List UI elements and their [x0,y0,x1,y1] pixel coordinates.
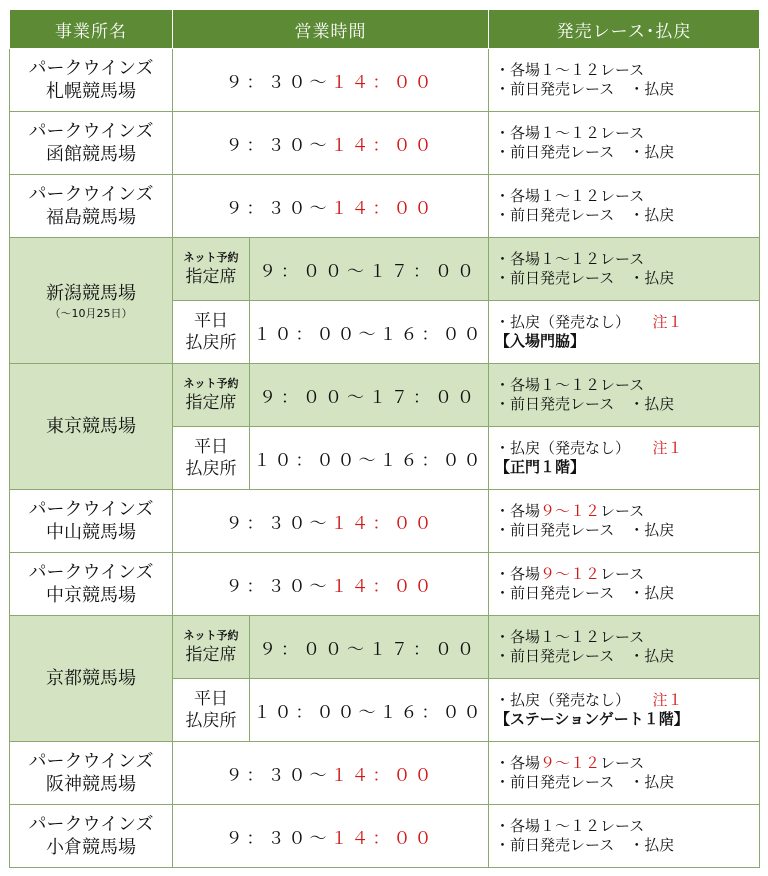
office-name: 新潟競馬場 （～10月25日） [10,238,173,364]
office-hours: ９：３０～１４：００ [173,490,489,553]
table-row [10,238,760,301]
table-row [10,805,760,868]
sales-info: ・払戻（発売なし） 注１ 【ステーションゲート１階】 [489,679,760,742]
seat-type: ネット予約 指定席 [173,238,250,301]
table-row [10,112,760,175]
office-hours: １０：００～１６：００ [250,301,489,364]
seat-type: 平日 払戻所 [173,427,250,490]
table-row [10,616,760,679]
office-hours: ９：３０～１４：００ [173,553,489,616]
office-hours: ９：３０～１４：００ [173,112,489,175]
schedule-table [9,9,760,868]
header-sales: 発売レース･払戻 [489,10,760,49]
office-hours: ９：００～１７：００ [250,238,489,301]
sales-info: ・各場１～１２レース ・前日発売レース ・払戻 [489,112,760,175]
office-hours: １０：００～１６：００ [250,679,489,742]
office-hours: ９：３０～１４：００ [173,742,489,805]
sales-info: ・払戻（発売なし） 注１ 【入場門脇】 [489,301,760,364]
office-hours: ９：３０～１４：００ [173,175,489,238]
sales-info: ・各場１～１２レース ・前日発売レース ・払戻 [489,616,760,679]
office-hours: ９：３０～１４：００ [173,49,489,112]
office-name: パークウインズ 中京競馬場 [10,553,173,616]
seat-type: ネット予約 指定席 [173,616,250,679]
seat-type: ネット予約 指定席 [173,364,250,427]
sales-info: ・各場１～１２レース ・前日発売レース ・払戻 [489,49,760,112]
table-row [10,49,760,112]
seat-type: 平日 払戻所 [173,679,250,742]
seat-type: 平日 払戻所 [173,301,250,364]
office-name: パークウインズ 小倉競馬場 [10,805,173,868]
office-hours: １０：００～１６：００ [250,427,489,490]
office-name: パークウインズ 中山競馬場 [10,490,173,553]
office-hours: ９：３０～１４：００ [173,805,489,868]
sales-info: ・各場９～１２レース ・前日発売レース ・払戻 [489,490,760,553]
header-row [10,10,760,49]
sales-info: ・払戻（発売なし） 注１ 【正門１階】 [489,427,760,490]
table-row [10,490,760,553]
office-hours: ９：００～１７：００ [250,616,489,679]
header-office: 事業所名 [10,10,173,49]
office-name: パークウインズ 函館競馬場 [10,112,173,175]
office-name: パークウインズ 福島競馬場 [10,175,173,238]
header-hours: 営業時間 [173,10,489,49]
office-name: 東京競馬場 [10,364,173,490]
sales-info: ・各場９～１２レース ・前日発売レース ・払戻 [489,553,760,616]
office-hours: ９：００～１７：００ [250,364,489,427]
table-row [10,553,760,616]
sales-info: ・各場１～１２レース ・前日発売レース ・払戻 [489,238,760,301]
sales-info: ・各場１～１２レース ・前日発売レース ・払戻 [489,805,760,868]
table-row [10,364,760,427]
sales-info: ・各場９～１２レース ・前日発売レース ・払戻 [489,742,760,805]
sales-info: ・各場１～１２レース ・前日発売レース ・払戻 [489,175,760,238]
office-name: 京都競馬場 [10,616,173,742]
office-name: パークウインズ 札幌競馬場 [10,49,173,112]
sales-info: ・各場１～１２レース ・前日発売レース ・払戻 [489,364,760,427]
office-name: パークウインズ 阪神競馬場 [10,742,173,805]
table-row [10,742,760,805]
table-row [10,175,760,238]
